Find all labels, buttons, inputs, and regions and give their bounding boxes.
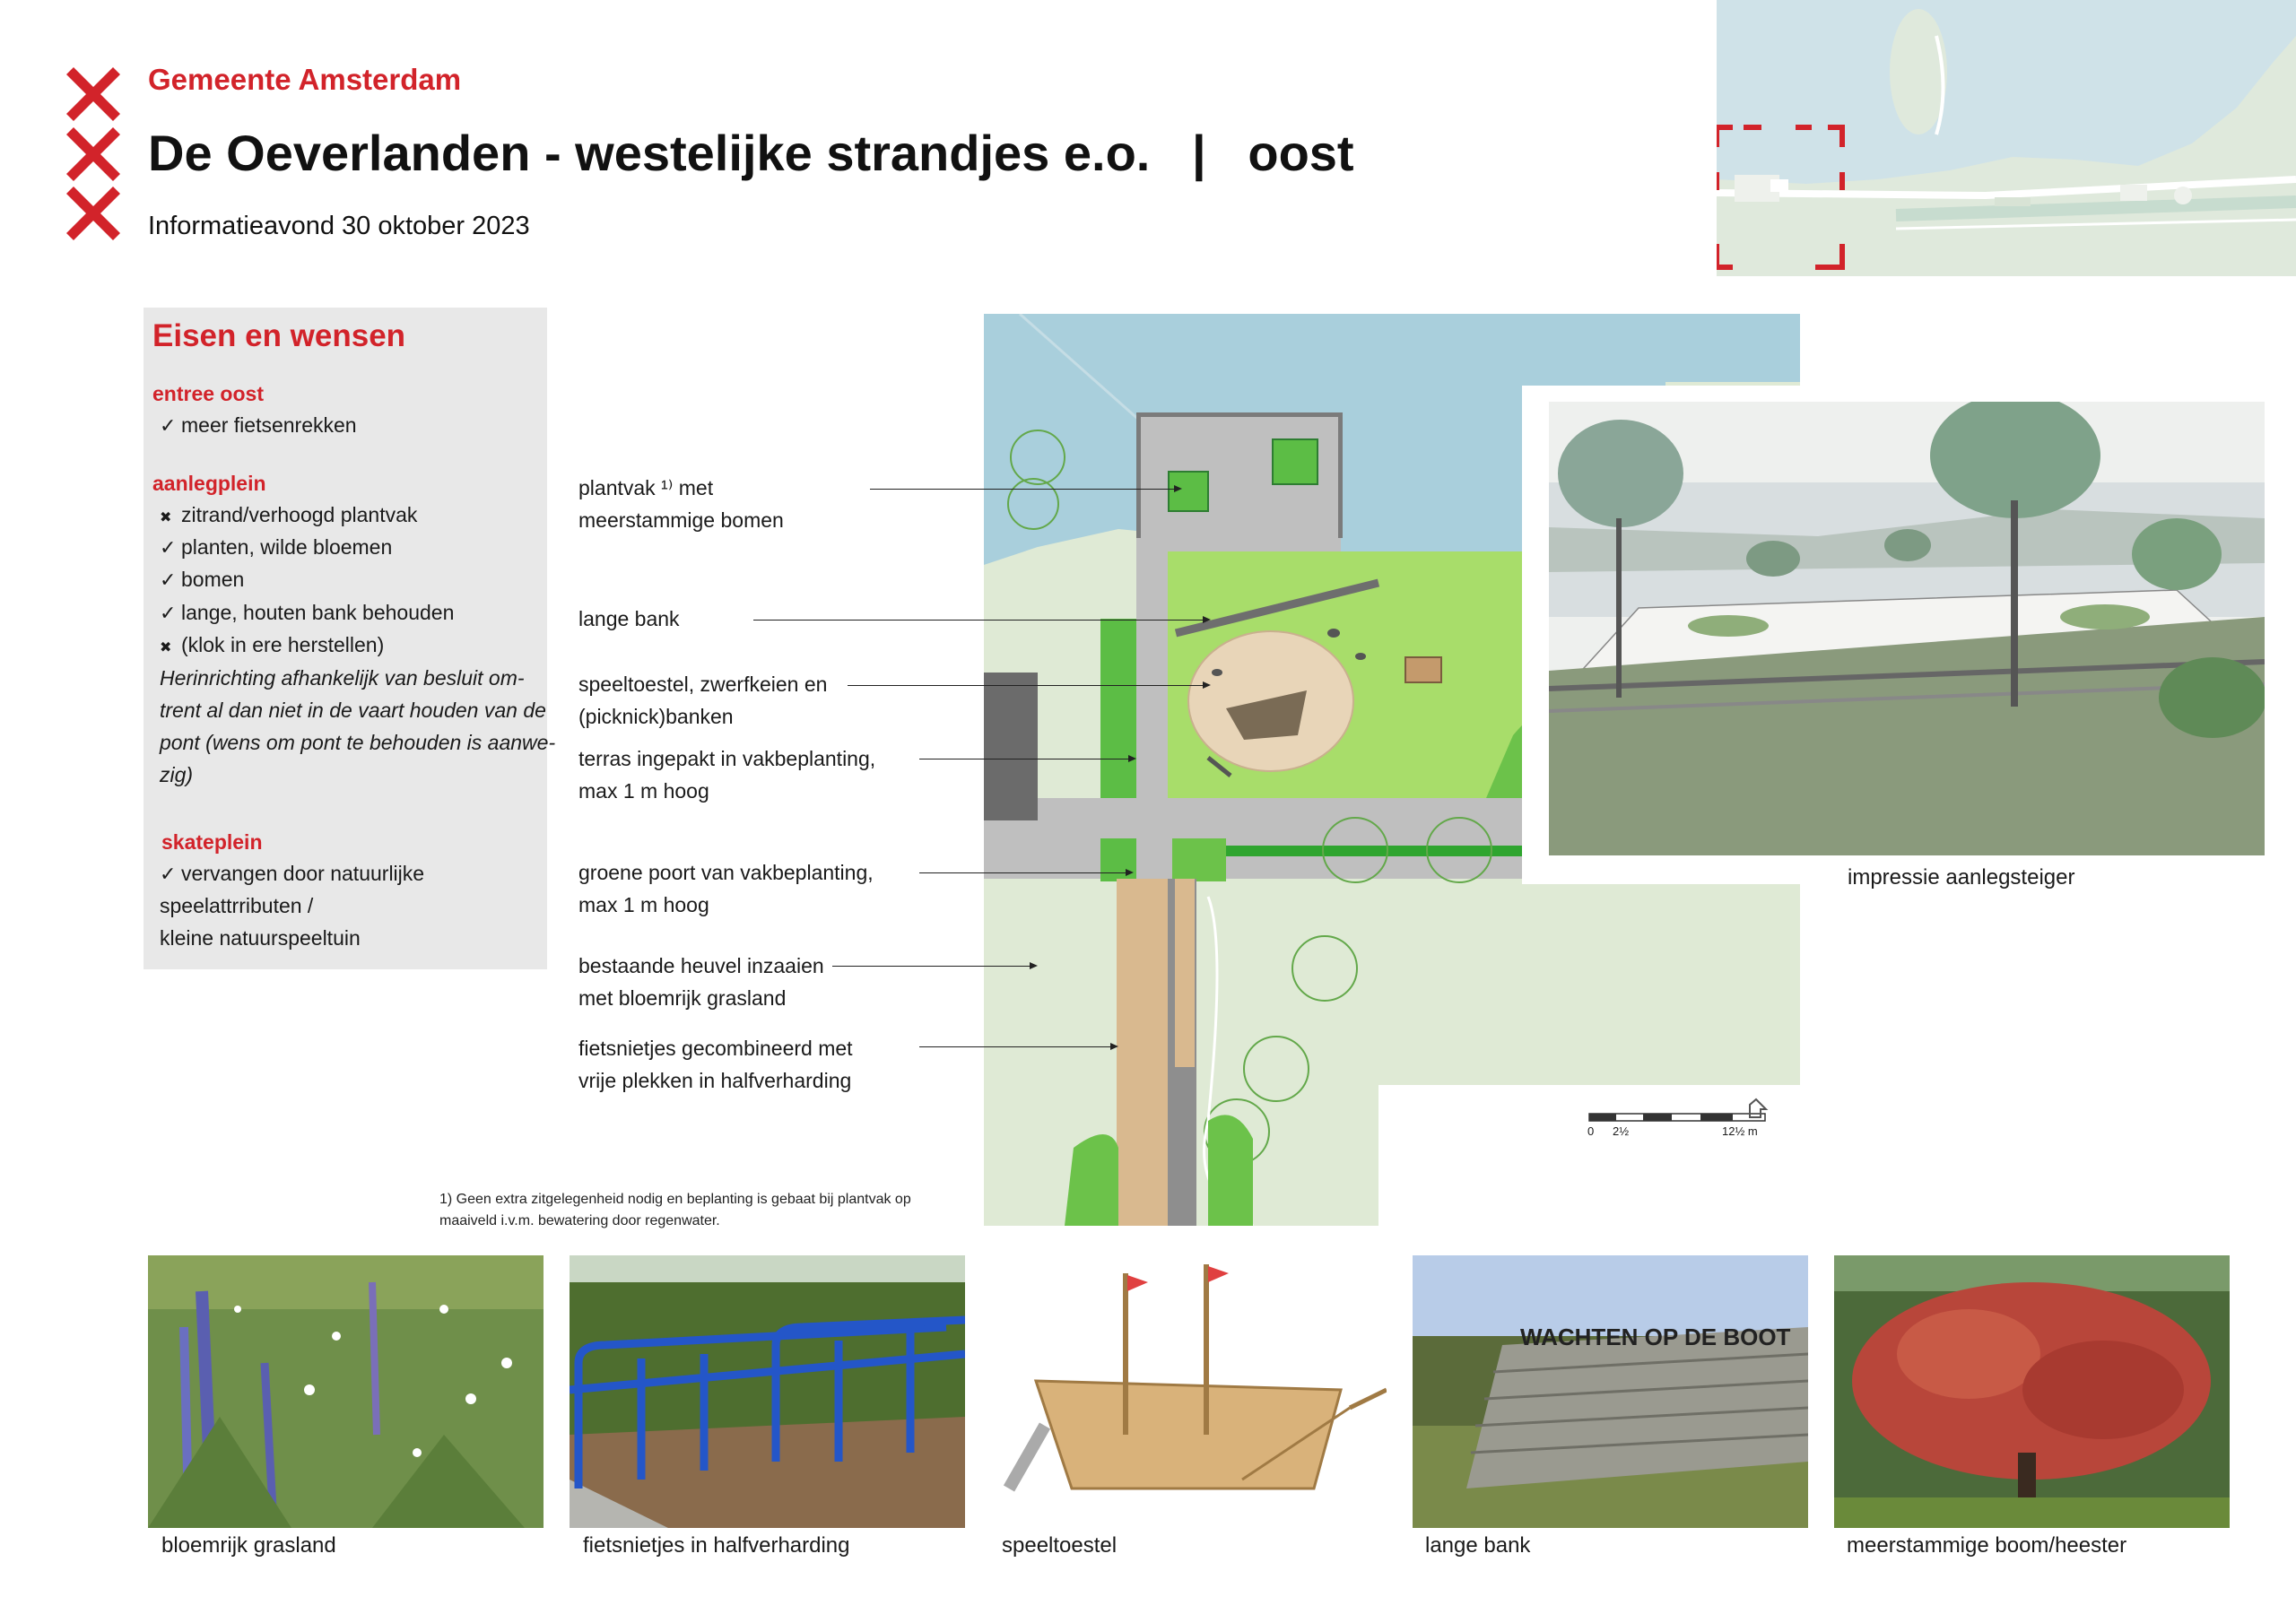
scale-bar: 0 2½ 12½ m — [1587, 1112, 1767, 1123]
leader-line — [870, 489, 1180, 490]
photo-caption: lange bank — [1425, 1533, 1531, 1558]
plan-label: speeltoestel, zwerfkeien en (picknick)banken — [578, 673, 828, 728]
plan-label: terras ingepakt in vakbeplanting, max 1 m hoog — [578, 747, 876, 803]
checkmark-icon: ✓ — [160, 863, 177, 885]
requirement-item: ✓ vervangen door natuurlijke — [160, 862, 425, 885]
location-map — [1717, 0, 2296, 276]
impression-caption: impressie aanlegsteiger — [1848, 865, 2075, 890]
plan-label: plantvak ¹⁾ met meerstammige bomen — [578, 476, 784, 532]
leader-line — [832, 966, 1036, 967]
requirement-item: ✖ (klok in ere herstellen) — [160, 633, 385, 656]
requirement-item: kleine natuurspeeltuin — [160, 926, 361, 950]
note-line: zig) — [160, 763, 194, 786]
leader-line — [919, 1046, 1117, 1047]
note-line: Herinrichting afhankelijk van besluit om- — [160, 666, 525, 690]
bench-sign-text: WACHTEN OP DE BOOT — [1520, 1324, 1791, 1350]
footnote: 1) Geen extra zitgelegenheid nodig en beplanting is gebaat bij plantvak op maaiveld i.v.m. bewatering door regenwater. — [439, 1192, 911, 1228]
photo-caption: bloemrijk grasland — [161, 1533, 336, 1558]
requirement-item: ✓ meer fietsenrekken — [160, 413, 357, 437]
photo-caption: fietsnietjes in halfverharding — [583, 1533, 850, 1558]
panel-heading: Eisen en wensen — [152, 318, 406, 353]
north-arrow-icon — [1744, 1096, 1771, 1123]
photo-caption: speeltoestel — [1002, 1533, 1118, 1558]
requirement-item: ✓ planten, wilde bloemen — [160, 535, 393, 559]
bench-photo — [1413, 1255, 1808, 1528]
plan-label: fietsnietjes gecombineerd met vrije plekken in halfverharding — [578, 1037, 853, 1092]
note-line: pont (wens om pont te behouden is aanwe- — [160, 731, 556, 754]
cross-mark-icon: ✖ — [160, 640, 172, 655]
requirement-item: ✓ lange, houten bank behouden — [160, 601, 455, 624]
plan-label: lange bank — [578, 607, 680, 630]
plan-label: groene poort van vakbeplanting, max 1 m hoog — [578, 861, 874, 916]
scale-bar-graphic — [1587, 1112, 1767, 1123]
impression-frame — [1522, 386, 2290, 884]
cross-mark-icon: ✖ — [160, 510, 172, 525]
leader-line — [753, 620, 1209, 621]
leader-line — [848, 685, 1209, 686]
requirements-panel — [144, 308, 556, 969]
planter-box — [1273, 439, 1318, 484]
organization-name: Gemeente Amsterdam — [148, 63, 462, 96]
playground-ship-photo — [991, 1255, 1387, 1528]
section-heading: entree oost — [152, 382, 264, 405]
page-subtitle: Informatieavond 30 oktober 2023 — [148, 212, 530, 240]
requirement-item: ✓ bomen — [160, 568, 245, 591]
logo-cross-icon — [66, 67, 120, 121]
section-heading: aanlegplein — [152, 472, 266, 495]
requirement-item: speelattrributen / — [160, 894, 314, 917]
checkmark-icon: ✓ — [160, 536, 177, 559]
tree-photo — [1834, 1255, 2230, 1528]
meadow-photo — [148, 1255, 544, 1528]
bike-rack-photo — [570, 1255, 965, 1528]
photo-caption: meerstammige boom/heester — [1847, 1533, 2127, 1558]
checkmark-icon: ✓ — [160, 602, 177, 624]
page-title: De Oeverlanden - westelijke strandjes e.o. | oost — [148, 125, 1354, 181]
impression-sketch — [1549, 402, 2265, 855]
requirement-item: ✖ zitrand/verhoogd plantvak — [160, 503, 418, 526]
checkmark-icon: ✓ — [160, 568, 177, 591]
leader-line — [919, 872, 1132, 873]
logo-cross-icon — [66, 187, 120, 240]
note-line: trent al dan niet in de vaart houden van de — [160, 699, 546, 722]
plan-label: bestaande heuvel inzaaien met bloemrijk grasland — [578, 954, 824, 1010]
section-heading: skateplein — [161, 830, 263, 854]
checkmark-icon: ✓ — [160, 414, 177, 437]
logo-cross-icon — [66, 127, 120, 181]
